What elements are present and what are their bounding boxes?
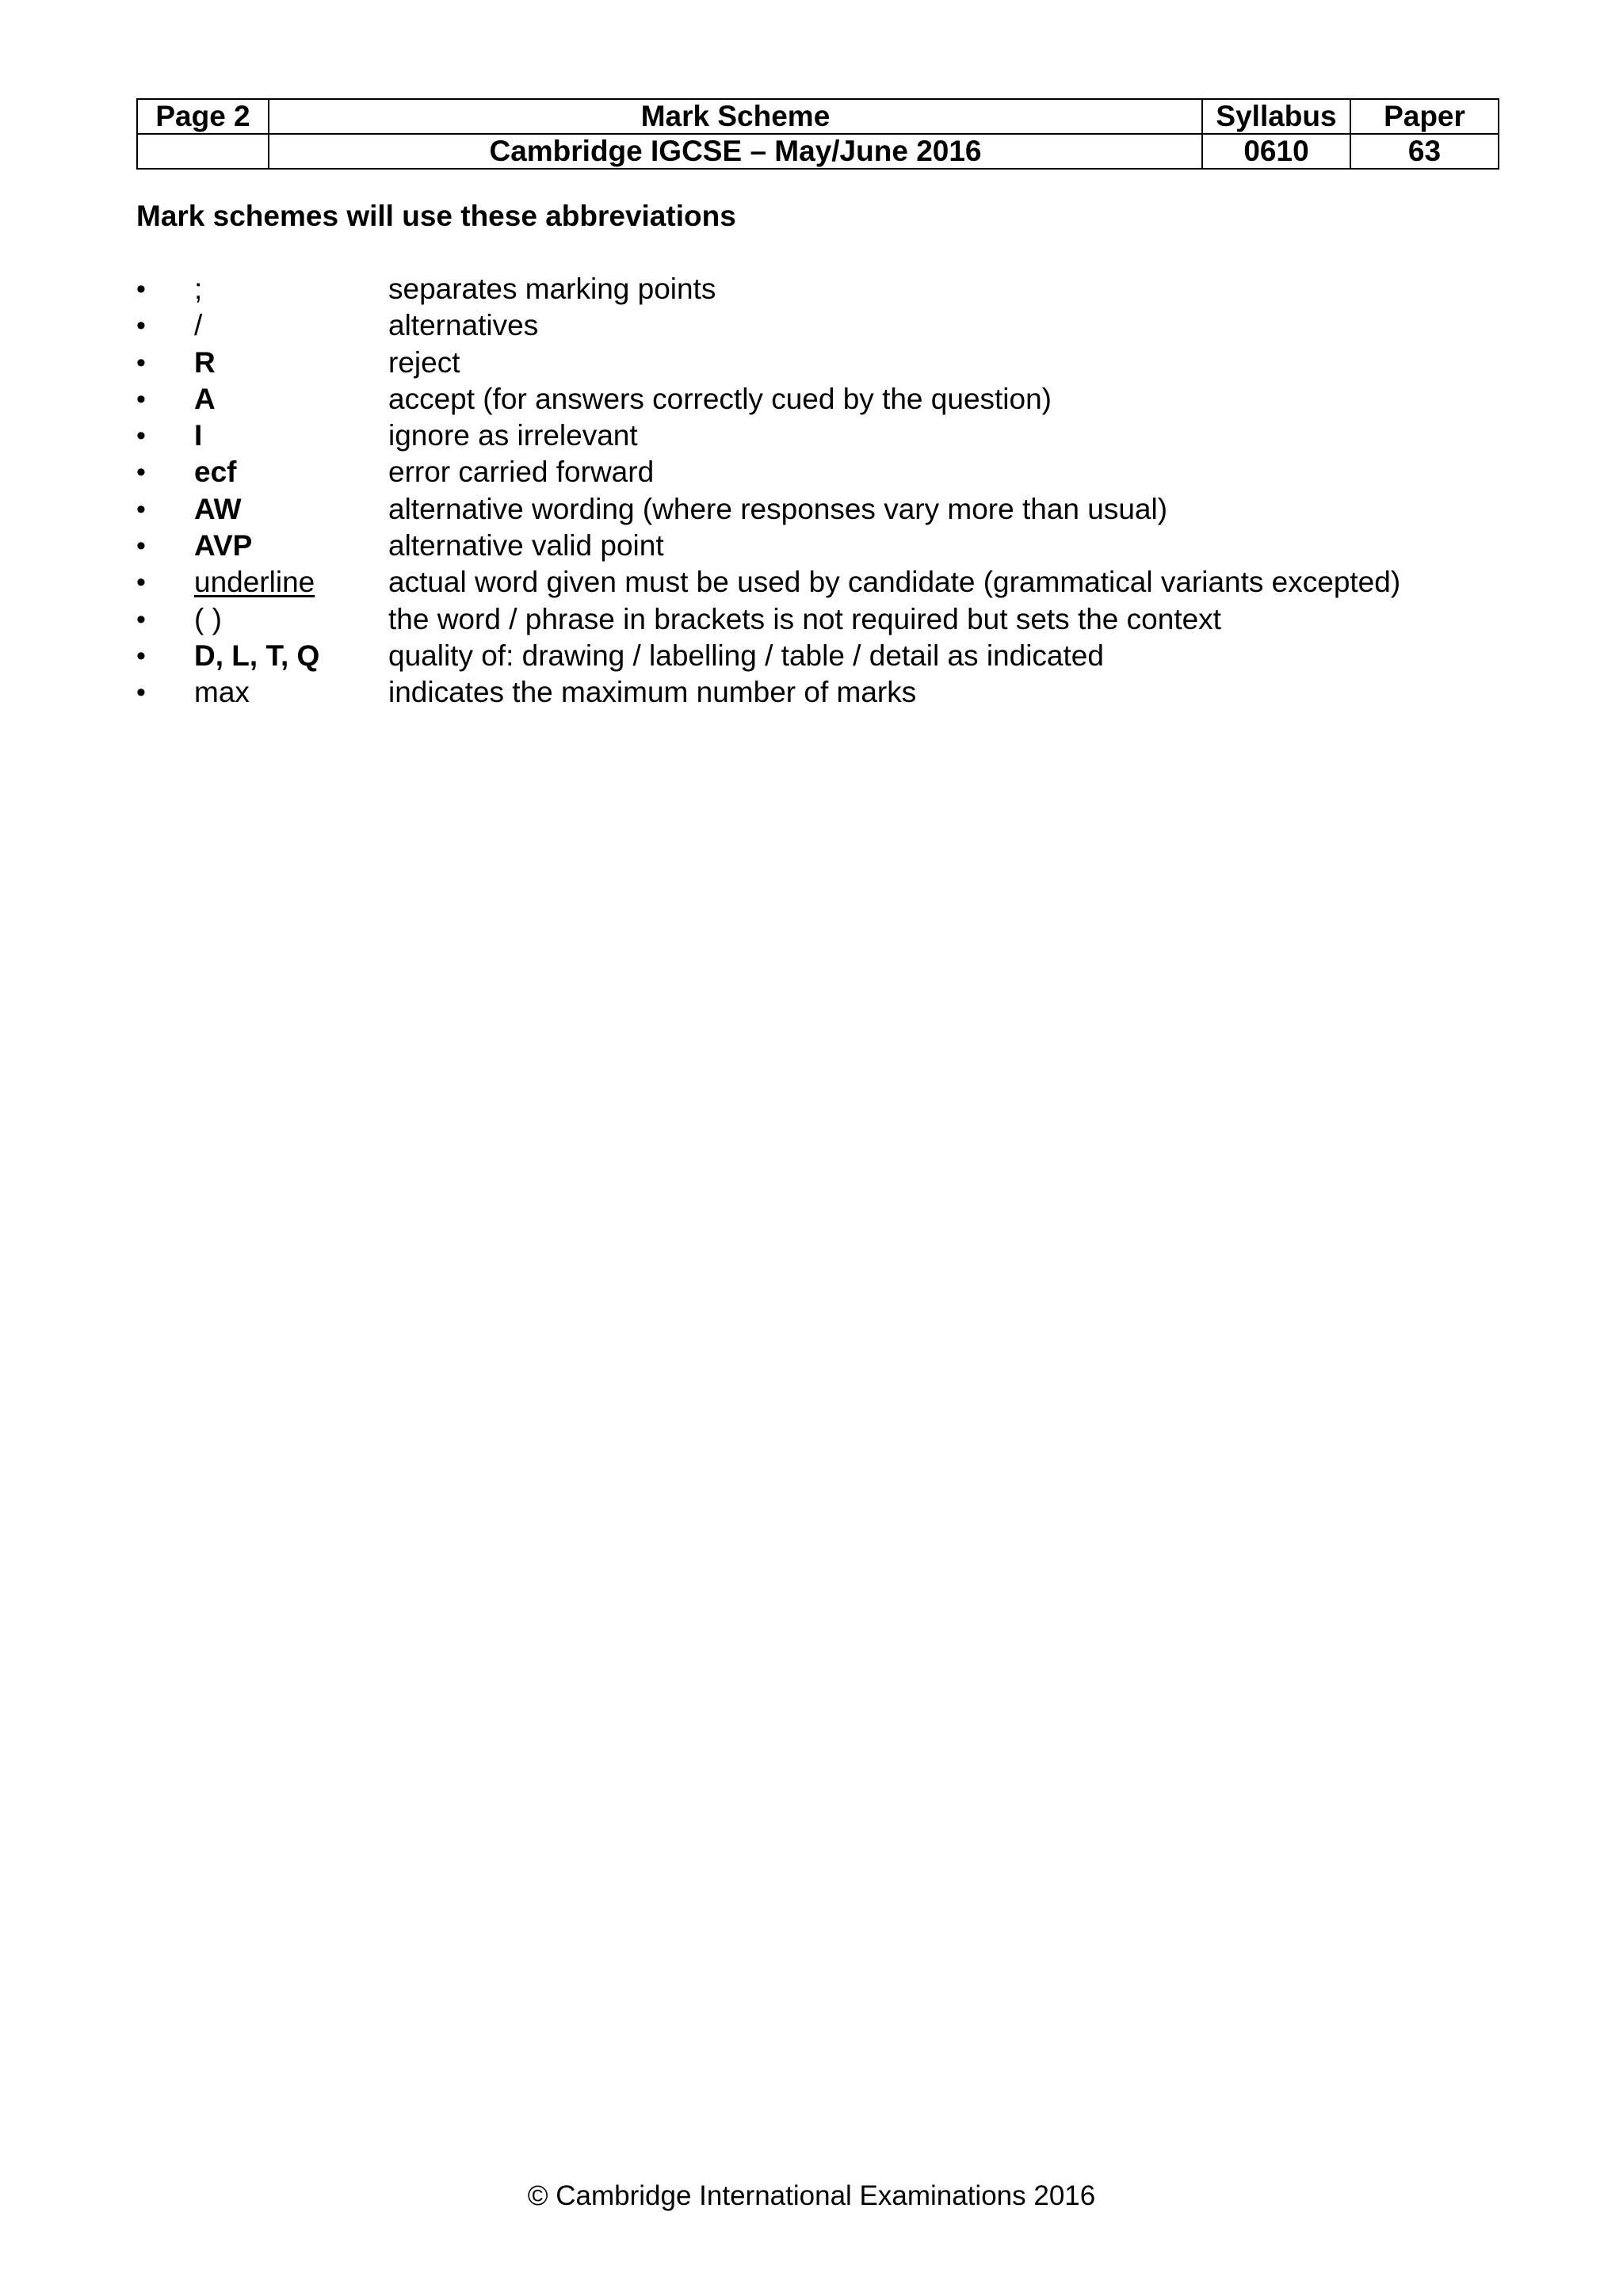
header-row-bottom — [137, 134, 1499, 169]
abbreviation-term: max — [194, 676, 250, 709]
bullet-icon: • — [136, 274, 146, 304]
abbreviation-meaning: error carried forward — [388, 456, 655, 489]
abbreviation-meaning: quality of: drawing / labelling / table / detail as indicated — [388, 639, 1104, 672]
document-title-cell: Mark Scheme — [269, 99, 1202, 134]
syllabus-code-cell: 0610 — [1202, 134, 1350, 169]
abbreviation-meaning: reject — [388, 345, 460, 379]
exam-session-cell: Cambridge IGCSE – May/June 2016 — [269, 134, 1202, 169]
abbreviation-item — [136, 345, 1515, 381]
abbreviation-meaning: alternative wording (where responses vary more than usual) — [388, 492, 1168, 525]
bullet-icon: • — [136, 347, 146, 378]
abbreviation-item — [136, 601, 1515, 638]
abbreviation-term: I — [194, 419, 203, 452]
bullet-icon: • — [136, 383, 146, 414]
bullet-icon: • — [136, 311, 146, 341]
bullet-icon: • — [136, 421, 146, 452]
abbreviation-item — [136, 307, 1515, 344]
abbreviation-meaning: alternative valid point — [388, 529, 664, 563]
abbreviation-meaning: alternatives — [388, 309, 539, 342]
abbreviation-item — [136, 564, 1515, 601]
abbreviation-term: R — [194, 345, 216, 379]
paper-number-cell: 63 — [1350, 134, 1499, 169]
syllabus-label-cell: Syllabus — [1202, 99, 1350, 134]
abbreviation-term: A — [194, 382, 216, 415]
abbreviation-term: underline — [194, 566, 315, 599]
abbreviation-item — [136, 454, 1515, 490]
abbreviation-list — [136, 271, 1515, 711]
copyright-footer: © Cambridge International Examinations 2016 — [527, 2180, 1096, 2211]
abbreviation-item — [136, 674, 1515, 711]
abbreviation-meaning: indicates the maximum number of marks — [388, 676, 917, 709]
abbreviation-meaning: ignore as irrelevant — [388, 419, 638, 452]
abbreviation-item — [136, 381, 1515, 418]
page-number-cell: Page 2 — [137, 99, 269, 134]
bullet-icon: • — [136, 531, 146, 562]
bullet-icon: • — [136, 567, 146, 598]
abbreviation-item — [136, 418, 1515, 454]
header-table — [136, 98, 1499, 170]
abbreviation-term: AW — [194, 492, 242, 525]
section-heading: Mark schemes will use these abbreviations — [136, 200, 736, 232]
blank-cell — [137, 134, 269, 169]
abbreviation-term: ( ) — [194, 602, 222, 635]
abbreviation-item — [136, 638, 1515, 674]
abbreviation-term: / — [194, 309, 203, 342]
abbreviation-meaning: the word / phrase in brackets is not required but sets the context — [388, 602, 1221, 635]
bullet-icon: • — [136, 677, 146, 708]
bullet-icon: • — [136, 494, 146, 524]
abbreviation-meaning: accept (for answers correctly cued by the question) — [388, 382, 1052, 415]
abbreviation-term: ecf — [194, 456, 237, 489]
abbreviation-item — [136, 271, 1515, 307]
bullet-icon: • — [136, 640, 146, 671]
abbreviation-term: D, L, T, Q — [194, 639, 320, 672]
abbreviation-item — [136, 528, 1515, 564]
abbreviation-term: AVP — [194, 529, 253, 563]
bullet-icon: • — [136, 604, 146, 635]
abbreviation-item — [136, 491, 1515, 528]
abbreviation-term: ; — [194, 273, 203, 305]
bullet-icon: • — [136, 457, 146, 488]
abbreviation-meaning: separates marking points — [388, 273, 716, 305]
abbreviation-meaning: actual word given must be used by candidate (grammatical variants excepted) — [388, 566, 1401, 599]
header-row-top — [137, 99, 1499, 134]
paper-label-cell: Paper — [1350, 99, 1499, 134]
